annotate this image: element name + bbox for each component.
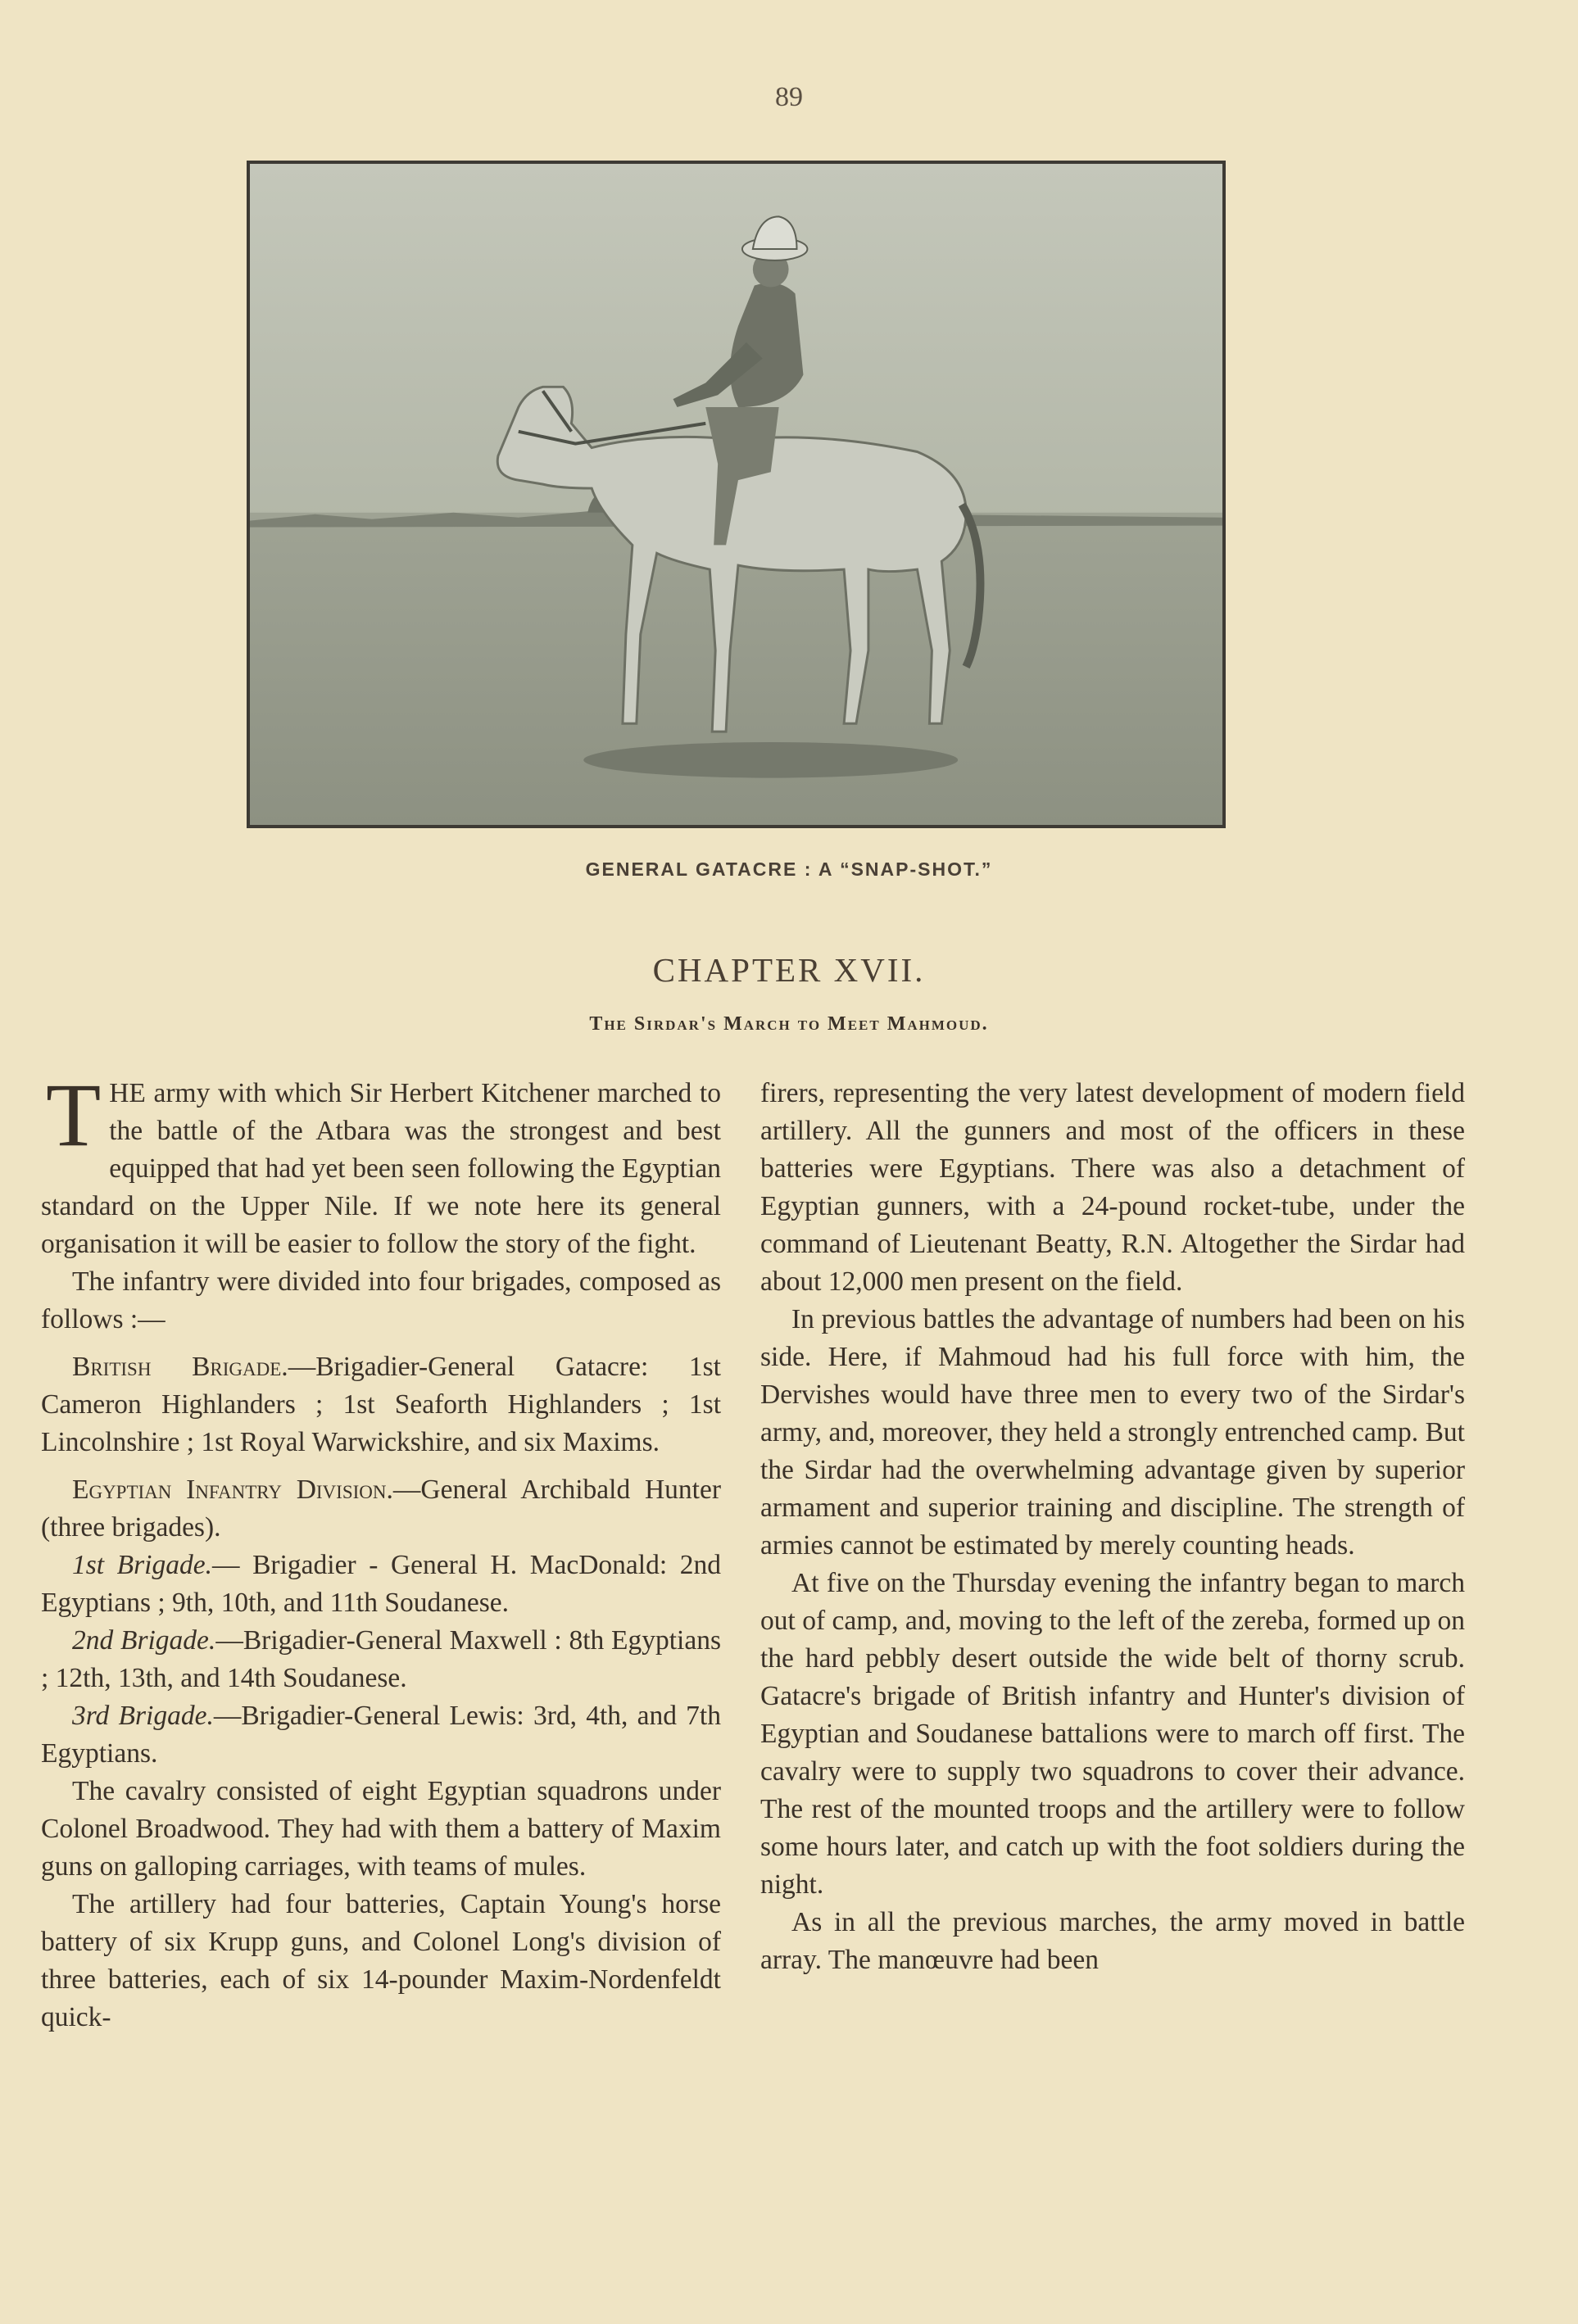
right-column: [760, 1075, 1465, 1979]
horse-rider-illustration: [250, 164, 1222, 825]
chapter-subtitle: The Sirdar's March to Meet Mahmoud.: [589, 1013, 989, 1035]
brigades-intro-paragraph: The infantry were divided into four brigades, composed as follows :—: [41, 1266, 721, 1334]
egyptian-division-label: Egyptian Infantry Division.: [72, 1475, 393, 1505]
second-brigade-text: —Brigadier-General Maxwell : 8th Egyptians ; 12th, 13th, and 14th Soudanese.: [41, 1625, 721, 1693]
artillery-paragraph: The artillery had four batteries, Captain Young's horse battery of six Krupp guns, and Colonel Long's division of three batteries, each of six 14-pounder Maxim-Nordenfeldt quick-: [41, 1889, 721, 2032]
previous-battles-paragraph: In previous battles the advantage of numbers had been on his side. Here, if Mahmoud had his full force with him, the Dervishes would have three men to every two of the Sirdar's army, and, moreover, they held a strongly entrenched camp. But the Sirdar had the overwhelming advantage given by superior armament and superior training and discipline. The strength of armies cannot be estimated by merely counting heads.: [760, 1304, 1465, 1561]
third-brigade-text: —Brigadier-General Lewis: 3rd, 4th, and 7th Egyptians.: [41, 1701, 721, 1769]
opening-paragraph-text: HE army with which Sir Herbert Kitchener marched to the battle of the Atbara was the strongest and best equipped that had yet been seen following the Egyptian standard on the Upper Nile. If we note here its general organisation it will be easier to follow the story of the fight.: [41, 1078, 721, 1259]
british-brigade-text: —Brigadier-General Gatacre: 1st Cameron Highlanders ; 1st Seaforth Highlanders ; 1st Lincolnshire ; 1st Royal Warwickshire, and six Maxims.: [41, 1352, 721, 1457]
battle-array-paragraph: As in all the previous marches, the army moved in battle array. The manœuvre had been: [760, 1907, 1465, 1975]
british-brigade-label: British Brigade.: [72, 1352, 288, 1382]
first-brigade-entry: [41, 1547, 721, 1622]
third-brigade-entry: [41, 1697, 721, 1773]
third-brigade-label: 3rd Brigade.: [72, 1701, 214, 1731]
drop-cap: T: [46, 1065, 102, 1165]
opening-paragraph: [41, 1065, 721, 1263]
first-brigade-text: — Brigadier - General H. MacDonald: 2nd Egyptians ; 9th, 10th, and 11th Soudanese.: [41, 1550, 721, 1618]
left-column: [41, 1065, 722, 2036]
second-brigade-label: 2nd Brigade.: [72, 1625, 216, 1656]
british-brigade-entry: [41, 1348, 721, 1461]
chapter-heading: CHAPTER XVII.: [652, 951, 926, 989]
first-brigade-label: 1st Brigade.: [72, 1550, 212, 1580]
egyptian-division-entry: [41, 1471, 721, 1547]
photograph-general-gatacre: [247, 161, 1226, 828]
egyptian-division-text: —General Archibald Hunter (three brigades).: [41, 1475, 722, 1543]
second-brigade-entry: [41, 1622, 721, 1697]
march-out-paragraph: At five on the Thursday evening the infantry began to march out of camp, and, moving to the left of the zereba, formed up on the hard pebbly desert outside the wide belt of thorny scrub. Gatacre's brigade of British infantry and Hunter's division of Egyptian and Soudanese battalions were to march off first. The cavalry were to supply two squadrons to cover their advance. The rest of the mounted troops and the artillery were to follow some hours later, and catch up with the foot soldiers during the night.: [760, 1568, 1465, 1900]
page-number: 89: [775, 82, 803, 112]
artillery-continued-paragraph: firers, representing the very latest development of modern field artillery. All the gunners and most of the officers in these batteries were Egyptians. There was also a detachment of Egyptian gunners, with a 24-pound rocket-tube, under the command of Lieutenant Beatty, R.N. Altogether the Sirdar had about 12,000 men present on the field.: [760, 1078, 1465, 1297]
figure-caption: GENERAL GATACRE : A “SNAP-SHOT.”: [585, 858, 993, 880]
cavalry-paragraph: The cavalry consisted of eight Egyptian squadrons under Colonel Broadwood. They had with them a battery of Maxim guns on galloping carriages, with teams of mules.: [41, 1776, 721, 1882]
